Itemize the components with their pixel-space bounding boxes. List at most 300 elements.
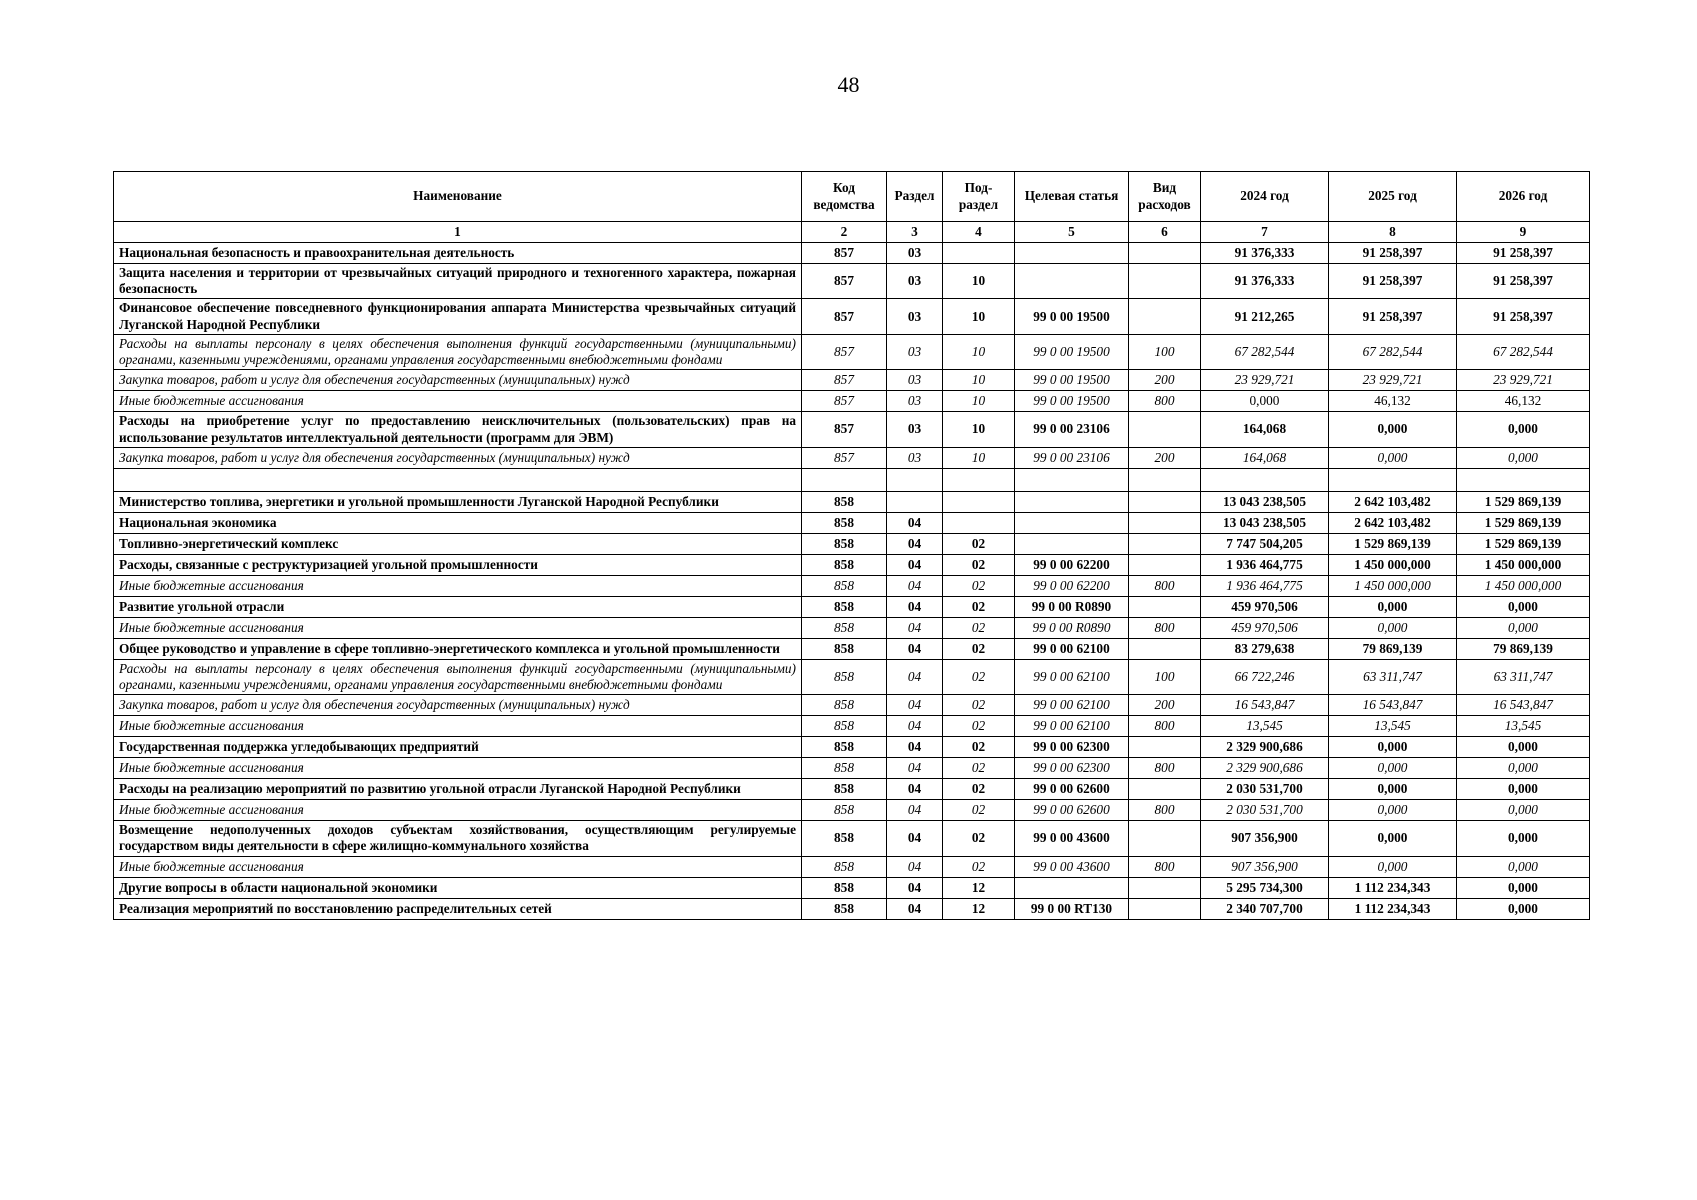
header-section: Раздел bbox=[887, 172, 943, 222]
cell-2024 bbox=[1201, 468, 1329, 491]
cell-name: Расходы на выплаты персоналу в целях обеспечения выполнения функций государственными (муниципальными) органами, казенными учреждениями, органами управления государственными внебюджетными фондами bbox=[114, 334, 802, 369]
cell-section: 04 bbox=[887, 716, 943, 737]
cell-2025: 91 258,397 bbox=[1329, 264, 1457, 299]
cell-type bbox=[1129, 737, 1201, 758]
cell-subsection: 02 bbox=[943, 758, 1015, 779]
cell-subsection: 02 bbox=[943, 737, 1015, 758]
cell-section: 03 bbox=[887, 264, 943, 299]
cell-name: Иные бюджетные ассигнования bbox=[114, 391, 802, 412]
cell-name: Защита населения и территории от чрезвычайных ситуаций природного и техногенного характера, пожарная безопасность bbox=[114, 264, 802, 299]
cell-name: Иные бюджетные ассигнования bbox=[114, 856, 802, 877]
cell-target: 99 0 00 19500 bbox=[1015, 299, 1129, 334]
cell-section: 04 bbox=[887, 737, 943, 758]
cell-2026: 91 258,397 bbox=[1457, 264, 1590, 299]
cell-code: 857 bbox=[802, 334, 887, 369]
table-row bbox=[114, 370, 1590, 391]
cell-section bbox=[887, 491, 943, 512]
cell-subsection: 02 bbox=[943, 638, 1015, 659]
cell-2024: 907 356,900 bbox=[1201, 856, 1329, 877]
column-number: 1 bbox=[114, 222, 802, 243]
cell-2024: 83 279,638 bbox=[1201, 638, 1329, 659]
cell-target: 99 0 00 62600 bbox=[1015, 800, 1129, 821]
cell-target: 99 0 00 62300 bbox=[1015, 758, 1129, 779]
cell-type bbox=[1129, 821, 1201, 856]
cell-2026: 0,000 bbox=[1457, 821, 1590, 856]
cell-subsection: 02 bbox=[943, 856, 1015, 877]
cell-2024: 2 030 531,700 bbox=[1201, 779, 1329, 800]
cell-2024: 2 329 900,686 bbox=[1201, 737, 1329, 758]
cell-2025: 1 450 000,000 bbox=[1329, 575, 1457, 596]
cell-type: 800 bbox=[1129, 758, 1201, 779]
cell-type: 200 bbox=[1129, 447, 1201, 468]
cell-section: 04 bbox=[887, 596, 943, 617]
cell-code: 858 bbox=[802, 554, 887, 575]
cell-type bbox=[1129, 512, 1201, 533]
cell-subsection: 12 bbox=[943, 898, 1015, 919]
cell-target: 99 0 00 R0890 bbox=[1015, 617, 1129, 638]
cell-type: 200 bbox=[1129, 695, 1201, 716]
cell-2026: 0,000 bbox=[1457, 800, 1590, 821]
cell-target: 99 0 00 43600 bbox=[1015, 821, 1129, 856]
cell-name: Возмещение недополученных доходов субъектам хозяйствования, осуществляющим регулируемые государством виды деятельности в сфере жилищно-коммунального хозяйства bbox=[114, 821, 802, 856]
header-name: Наименование bbox=[114, 172, 802, 222]
cell-section: 04 bbox=[887, 512, 943, 533]
cell-name: Развитие угольной отрасли bbox=[114, 596, 802, 617]
cell-subsection: 02 bbox=[943, 659, 1015, 694]
cell-subsection: 10 bbox=[943, 334, 1015, 369]
cell-2026: 0,000 bbox=[1457, 779, 1590, 800]
column-number: 6 bbox=[1129, 222, 1201, 243]
budget-table bbox=[113, 171, 1590, 920]
cell-type bbox=[1129, 491, 1201, 512]
cell-target bbox=[1015, 877, 1129, 898]
cell-type: 800 bbox=[1129, 575, 1201, 596]
cell-code: 858 bbox=[802, 617, 887, 638]
cell-2024: 907 356,900 bbox=[1201, 821, 1329, 856]
cell-subsection bbox=[943, 491, 1015, 512]
cell-subsection: 02 bbox=[943, 533, 1015, 554]
cell-code: 858 bbox=[802, 491, 887, 512]
cell-2024: 164,068 bbox=[1201, 412, 1329, 447]
cell-code: 857 bbox=[802, 447, 887, 468]
cell-section bbox=[887, 468, 943, 491]
cell-section: 04 bbox=[887, 638, 943, 659]
cell-name: Иные бюджетные ассигнования bbox=[114, 758, 802, 779]
cell-2024: 66 722,246 bbox=[1201, 659, 1329, 694]
cell-2024: 16 543,847 bbox=[1201, 695, 1329, 716]
cell-subsection: 10 bbox=[943, 391, 1015, 412]
cell-code: 858 bbox=[802, 800, 887, 821]
cell-2024: 67 282,544 bbox=[1201, 334, 1329, 369]
cell-code: 858 bbox=[802, 596, 887, 617]
table-row bbox=[114, 758, 1590, 779]
cell-2025: 2 642 103,482 bbox=[1329, 491, 1457, 512]
cell-2025: 0,000 bbox=[1329, 737, 1457, 758]
header-subsection: Под-раздел bbox=[943, 172, 1015, 222]
cell-code bbox=[802, 468, 887, 491]
cell-code: 857 bbox=[802, 412, 887, 447]
cell-2026: 0,000 bbox=[1457, 758, 1590, 779]
cell-name: Реализация мероприятий по восстановлению распределительных сетей bbox=[114, 898, 802, 919]
cell-2025: 13,545 bbox=[1329, 716, 1457, 737]
cell-subsection bbox=[943, 243, 1015, 264]
cell-2026: 63 311,747 bbox=[1457, 659, 1590, 694]
table-row bbox=[114, 334, 1590, 369]
cell-2025 bbox=[1329, 468, 1457, 491]
table-row bbox=[114, 447, 1590, 468]
cell-subsection bbox=[943, 468, 1015, 491]
cell-section: 03 bbox=[887, 370, 943, 391]
cell-2026: 0,000 bbox=[1457, 856, 1590, 877]
cell-2024: 13,545 bbox=[1201, 716, 1329, 737]
cell-section: 03 bbox=[887, 243, 943, 264]
cell-subsection: 02 bbox=[943, 779, 1015, 800]
page-number: 48 bbox=[837, 72, 860, 97]
cell-subsection: 12 bbox=[943, 877, 1015, 898]
column-number: 2 bbox=[802, 222, 887, 243]
cell-2026: 91 258,397 bbox=[1457, 243, 1590, 264]
cell-2026: 0,000 bbox=[1457, 447, 1590, 468]
cell-name: Расходы на приобретение услуг по предоставлению неисключительных (пользовательских) прав на использование результатов интеллектуальной деятельности (программ для ЭВМ) bbox=[114, 412, 802, 447]
cell-code: 857 bbox=[802, 370, 887, 391]
header-2025: 2025 год bbox=[1329, 172, 1457, 222]
cell-name: Топливно-энергетический комплекс bbox=[114, 533, 802, 554]
cell-2024: 23 929,721 bbox=[1201, 370, 1329, 391]
cell-2025: 23 929,721 bbox=[1329, 370, 1457, 391]
cell-name: Национальная безопасность и правоохранительная деятельность bbox=[114, 243, 802, 264]
cell-2026: 13,545 bbox=[1457, 716, 1590, 737]
cell-name: Расходы на реализацию мероприятий по развитию угольной отрасли Луганской Народной Республики bbox=[114, 779, 802, 800]
table-row bbox=[114, 898, 1590, 919]
cell-2025: 0,000 bbox=[1329, 412, 1457, 447]
cell-code: 858 bbox=[802, 638, 887, 659]
cell-target: 99 0 00 62100 bbox=[1015, 638, 1129, 659]
table-row bbox=[114, 737, 1590, 758]
cell-2026: 0,000 bbox=[1457, 737, 1590, 758]
cell-section: 03 bbox=[887, 447, 943, 468]
cell-code: 857 bbox=[802, 243, 887, 264]
cell-2025: 63 311,747 bbox=[1329, 659, 1457, 694]
cell-type bbox=[1129, 264, 1201, 299]
cell-section: 04 bbox=[887, 758, 943, 779]
cell-code: 858 bbox=[802, 758, 887, 779]
cell-2026: 91 258,397 bbox=[1457, 299, 1590, 334]
cell-2026: 0,000 bbox=[1457, 596, 1590, 617]
cell-type bbox=[1129, 533, 1201, 554]
cell-2024: 91 376,333 bbox=[1201, 243, 1329, 264]
cell-2024: 91 212,265 bbox=[1201, 299, 1329, 334]
cell-subsection: 10 bbox=[943, 447, 1015, 468]
cell-target: 99 0 00 RT130 bbox=[1015, 898, 1129, 919]
cell-subsection: 02 bbox=[943, 554, 1015, 575]
table-row bbox=[114, 821, 1590, 856]
cell-type bbox=[1129, 638, 1201, 659]
cell-2026 bbox=[1457, 468, 1590, 491]
cell-section: 04 bbox=[887, 898, 943, 919]
cell-code: 858 bbox=[802, 898, 887, 919]
cell-target bbox=[1015, 468, 1129, 491]
cell-name: Другие вопросы в области национальной экономики bbox=[114, 877, 802, 898]
cell-type: 800 bbox=[1129, 617, 1201, 638]
cell-section: 04 bbox=[887, 695, 943, 716]
cell-code: 858 bbox=[802, 512, 887, 533]
cell-target bbox=[1015, 264, 1129, 299]
cell-section: 04 bbox=[887, 617, 943, 638]
cell-2026: 0,000 bbox=[1457, 412, 1590, 447]
cell-code: 858 bbox=[802, 779, 887, 800]
cell-code: 858 bbox=[802, 716, 887, 737]
cell-subsection: 02 bbox=[943, 575, 1015, 596]
cell-section: 04 bbox=[887, 856, 943, 877]
table-row bbox=[114, 533, 1590, 554]
cell-target bbox=[1015, 491, 1129, 512]
cell-2026: 0,000 bbox=[1457, 617, 1590, 638]
column-number: 8 bbox=[1329, 222, 1457, 243]
cell-name: Иные бюджетные ассигнования bbox=[114, 617, 802, 638]
cell-code: 858 bbox=[802, 695, 887, 716]
cell-2026: 1 529 869,139 bbox=[1457, 491, 1590, 512]
cell-2026: 1 529 869,139 bbox=[1457, 512, 1590, 533]
cell-section: 03 bbox=[887, 412, 943, 447]
cell-2024: 459 970,506 bbox=[1201, 596, 1329, 617]
cell-type bbox=[1129, 877, 1201, 898]
cell-name: Иные бюджетные ассигнования bbox=[114, 716, 802, 737]
table-row bbox=[114, 391, 1590, 412]
header-code: Код ведомства bbox=[802, 172, 887, 222]
cell-2024: 91 376,333 bbox=[1201, 264, 1329, 299]
table-row bbox=[114, 554, 1590, 575]
cell-type bbox=[1129, 299, 1201, 334]
cell-code: 857 bbox=[802, 299, 887, 334]
table-body bbox=[114, 243, 1590, 920]
cell-type: 800 bbox=[1129, 391, 1201, 412]
cell-target: 99 0 00 62200 bbox=[1015, 575, 1129, 596]
cell-type: 200 bbox=[1129, 370, 1201, 391]
column-number: 9 bbox=[1457, 222, 1590, 243]
cell-2024: 5 295 734,300 bbox=[1201, 877, 1329, 898]
cell-2024: 7 747 504,205 bbox=[1201, 533, 1329, 554]
cell-code: 858 bbox=[802, 533, 887, 554]
cell-2025: 0,000 bbox=[1329, 617, 1457, 638]
cell-type: 800 bbox=[1129, 716, 1201, 737]
column-number-row bbox=[114, 222, 1590, 243]
cell-name: Расходы на выплаты персоналу в целях обеспечения выполнения функций государственными (муниципальными) органами, казенными учреждениями, органами управления государственными внебюджетными фондами bbox=[114, 659, 802, 694]
cell-2025: 0,000 bbox=[1329, 596, 1457, 617]
table-row bbox=[114, 243, 1590, 264]
column-number: 3 bbox=[887, 222, 943, 243]
cell-subsection: 02 bbox=[943, 800, 1015, 821]
cell-2026: 23 929,721 bbox=[1457, 370, 1590, 391]
cell-target: 99 0 00 19500 bbox=[1015, 370, 1129, 391]
cell-name: Расходы, связанные с реструктуризацией угольной промышленности bbox=[114, 554, 802, 575]
cell-code: 857 bbox=[802, 264, 887, 299]
cell-section: 04 bbox=[887, 659, 943, 694]
cell-target: 99 0 00 62200 bbox=[1015, 554, 1129, 575]
cell-2026: 1 450 000,000 bbox=[1457, 554, 1590, 575]
cell-subsection: 02 bbox=[943, 716, 1015, 737]
cell-2025: 46,132 bbox=[1329, 391, 1457, 412]
table-row bbox=[114, 695, 1590, 716]
cell-type: 800 bbox=[1129, 800, 1201, 821]
cell-2024: 0,000 bbox=[1201, 391, 1329, 412]
cell-type bbox=[1129, 779, 1201, 800]
cell-target: 99 0 00 62100 bbox=[1015, 695, 1129, 716]
table-row bbox=[114, 512, 1590, 533]
header-target: Целевая статья bbox=[1015, 172, 1129, 222]
table-row bbox=[114, 617, 1590, 638]
cell-2024: 459 970,506 bbox=[1201, 617, 1329, 638]
cell-2026: 1 529 869,139 bbox=[1457, 533, 1590, 554]
cell-section: 03 bbox=[887, 391, 943, 412]
cell-2025: 16 543,847 bbox=[1329, 695, 1457, 716]
cell-section: 03 bbox=[887, 334, 943, 369]
cell-subsection: 02 bbox=[943, 617, 1015, 638]
table-row bbox=[114, 468, 1590, 491]
table-row bbox=[114, 716, 1590, 737]
cell-subsection: 02 bbox=[943, 821, 1015, 856]
table-row bbox=[114, 412, 1590, 447]
cell-name: Общее руководство и управление в сфере топливно-энергетического комплекса и угольной промышленности bbox=[114, 638, 802, 659]
cell-2024: 1 936 464,775 bbox=[1201, 554, 1329, 575]
cell-type: 100 bbox=[1129, 659, 1201, 694]
cell-code: 858 bbox=[802, 821, 887, 856]
cell-subsection: 10 bbox=[943, 299, 1015, 334]
cell-section: 04 bbox=[887, 533, 943, 554]
cell-2026: 16 543,847 bbox=[1457, 695, 1590, 716]
column-number: 5 bbox=[1015, 222, 1129, 243]
cell-name: Национальная экономика bbox=[114, 512, 802, 533]
cell-name bbox=[114, 468, 802, 491]
cell-target: 99 0 00 19500 bbox=[1015, 391, 1129, 412]
cell-target bbox=[1015, 533, 1129, 554]
cell-2025: 1 112 234,343 bbox=[1329, 877, 1457, 898]
cell-2025: 0,000 bbox=[1329, 779, 1457, 800]
cell-2026: 0,000 bbox=[1457, 898, 1590, 919]
cell-2026: 46,132 bbox=[1457, 391, 1590, 412]
cell-name: Государственная поддержка угледобывающих предприятий bbox=[114, 737, 802, 758]
table-row bbox=[114, 659, 1590, 694]
table-row bbox=[114, 779, 1590, 800]
cell-2026: 67 282,544 bbox=[1457, 334, 1590, 369]
cell-2025: 91 258,397 bbox=[1329, 299, 1457, 334]
cell-2025: 1 450 000,000 bbox=[1329, 554, 1457, 575]
cell-name: Министерство топлива, энергетики и угольной промышленности Луганской Народной Республики bbox=[114, 491, 802, 512]
column-number: 4 bbox=[943, 222, 1015, 243]
cell-code: 858 bbox=[802, 856, 887, 877]
cell-code: 858 bbox=[802, 877, 887, 898]
column-number: 7 bbox=[1201, 222, 1329, 243]
cell-target bbox=[1015, 512, 1129, 533]
header-2026: 2026 год bbox=[1457, 172, 1590, 222]
cell-target: 99 0 00 43600 bbox=[1015, 856, 1129, 877]
header-2024: 2024 год bbox=[1201, 172, 1329, 222]
cell-2024: 2 340 707,700 bbox=[1201, 898, 1329, 919]
cell-name: Закупка товаров, работ и услуг для обеспечения государственных (муниципальных) нужд bbox=[114, 370, 802, 391]
cell-subsection: 02 bbox=[943, 596, 1015, 617]
cell-name: Финансовое обеспечение повседневного функционирования аппарата Министерства чрезвычайных ситуаций Луганской Народной Республики bbox=[114, 299, 802, 334]
cell-2024: 13 043 238,505 bbox=[1201, 491, 1329, 512]
cell-type bbox=[1129, 243, 1201, 264]
cell-type: 100 bbox=[1129, 334, 1201, 369]
cell-2026: 0,000 bbox=[1457, 877, 1590, 898]
cell-2025: 67 282,544 bbox=[1329, 334, 1457, 369]
table-row bbox=[114, 264, 1590, 299]
cell-target: 99 0 00 62600 bbox=[1015, 779, 1129, 800]
table-row bbox=[114, 575, 1590, 596]
cell-subsection: 10 bbox=[943, 370, 1015, 391]
cell-target: 99 0 00 19500 bbox=[1015, 334, 1129, 369]
cell-2026: 79 869,139 bbox=[1457, 638, 1590, 659]
cell-name: Закупка товаров, работ и услуг для обеспечения государственных (муниципальных) нужд bbox=[114, 695, 802, 716]
cell-2024: 13 043 238,505 bbox=[1201, 512, 1329, 533]
cell-2024: 1 936 464,775 bbox=[1201, 575, 1329, 596]
cell-name: Закупка товаров, работ и услуг для обеспечения государственных (муниципальных) нужд bbox=[114, 447, 802, 468]
cell-2025: 0,000 bbox=[1329, 758, 1457, 779]
cell-2026: 1 450 000,000 bbox=[1457, 575, 1590, 596]
cell-section: 03 bbox=[887, 299, 943, 334]
table-row bbox=[114, 877, 1590, 898]
cell-type bbox=[1129, 412, 1201, 447]
cell-2025: 1 529 869,139 bbox=[1329, 533, 1457, 554]
cell-2025: 0,000 bbox=[1329, 856, 1457, 877]
cell-target: 99 0 00 62300 bbox=[1015, 737, 1129, 758]
cell-2025: 0,000 bbox=[1329, 800, 1457, 821]
table-row bbox=[114, 856, 1590, 877]
cell-subsection: 10 bbox=[943, 264, 1015, 299]
header-type: Вид расходов bbox=[1129, 172, 1201, 222]
cell-type: 800 bbox=[1129, 856, 1201, 877]
cell-name: Иные бюджетные ассигнования bbox=[114, 800, 802, 821]
cell-subsection: 02 bbox=[943, 695, 1015, 716]
cell-type bbox=[1129, 596, 1201, 617]
cell-2025: 1 112 234,343 bbox=[1329, 898, 1457, 919]
cell-code: 858 bbox=[802, 575, 887, 596]
table-row bbox=[114, 596, 1590, 617]
cell-subsection: 10 bbox=[943, 412, 1015, 447]
cell-type bbox=[1129, 898, 1201, 919]
cell-2025: 79 869,139 bbox=[1329, 638, 1457, 659]
table-row bbox=[114, 299, 1590, 334]
cell-2024: 164,068 bbox=[1201, 447, 1329, 468]
table-row bbox=[114, 638, 1590, 659]
cell-target: 99 0 00 23106 bbox=[1015, 412, 1129, 447]
cell-section: 04 bbox=[887, 821, 943, 856]
table-row bbox=[114, 800, 1590, 821]
cell-target: 99 0 00 R0890 bbox=[1015, 596, 1129, 617]
cell-2024: 2 030 531,700 bbox=[1201, 800, 1329, 821]
cell-code: 858 bbox=[802, 659, 887, 694]
cell-section: 04 bbox=[887, 877, 943, 898]
cell-target: 99 0 00 62100 bbox=[1015, 716, 1129, 737]
cell-section: 04 bbox=[887, 554, 943, 575]
cell-target: 99 0 00 62100 bbox=[1015, 659, 1129, 694]
cell-2025: 2 642 103,482 bbox=[1329, 512, 1457, 533]
cell-section: 04 bbox=[887, 779, 943, 800]
cell-2024: 2 329 900,686 bbox=[1201, 758, 1329, 779]
header-row bbox=[114, 172, 1590, 222]
cell-section: 04 bbox=[887, 575, 943, 596]
cell-target: 99 0 00 23106 bbox=[1015, 447, 1129, 468]
table-row bbox=[114, 491, 1590, 512]
cell-subsection bbox=[943, 512, 1015, 533]
cell-section: 04 bbox=[887, 800, 943, 821]
cell-2025: 0,000 bbox=[1329, 821, 1457, 856]
cell-2025: 0,000 bbox=[1329, 447, 1457, 468]
cell-2025: 91 258,397 bbox=[1329, 243, 1457, 264]
cell-code: 857 bbox=[802, 391, 887, 412]
cell-name: Иные бюджетные ассигнования bbox=[114, 575, 802, 596]
cell-type bbox=[1129, 554, 1201, 575]
